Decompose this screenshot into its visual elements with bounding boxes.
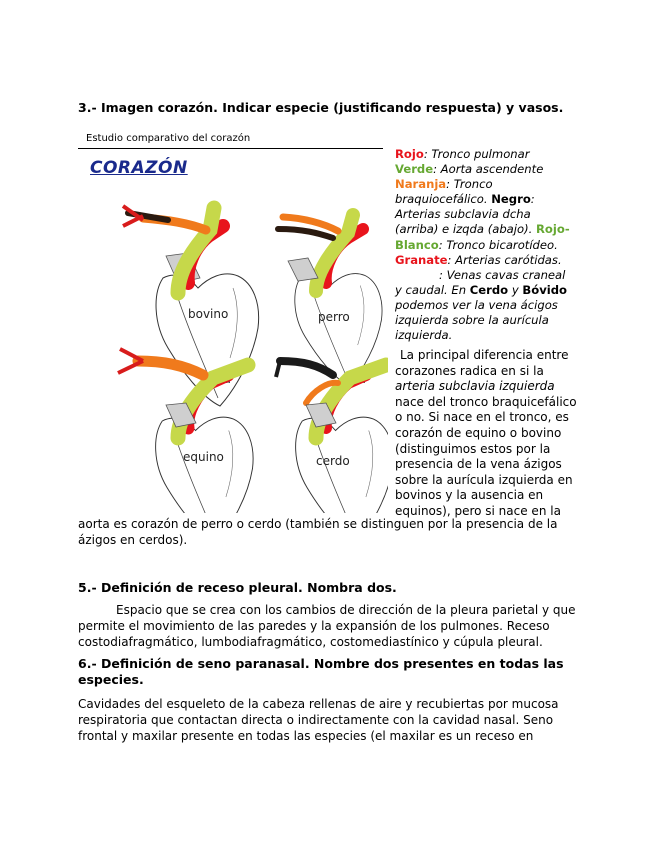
answer-full-line-1: aorta es corazón de perro o cerdo (también se distinguen por la presencia de la — [78, 517, 558, 531]
q5-line: costodiafragmático, lumbodiafragmático, costomediastínico y cúpula pleural. — [78, 635, 543, 649]
legend-naranja-text: : Tronco — [446, 177, 493, 192]
heart-cerdo — [276, 361, 388, 513]
label-cerdo: cerdo — [316, 454, 350, 468]
answer-line: presencia de la vena ázigos — [395, 457, 562, 472]
legend-granate-text: : Arterias carótidas. — [447, 252, 562, 267]
q5-heading: 5.- Definición de receso pleural. Nombra dos. — [78, 580, 397, 595]
legend-azigos-3: izquierda. — [395, 328, 453, 343]
legend-negro-text: : — [530, 192, 535, 207]
legend-cerdo: Cerdo — [469, 282, 509, 297]
legend-verde-text: : Aorta ascendente — [433, 162, 544, 177]
legend-granate: Granate — [395, 252, 448, 267]
answer-line: corazón de equino o bovino — [395, 425, 562, 440]
heart-equino — [118, 349, 253, 513]
q5-line: Espacio que se crea con los cambios de dirección de la pleura parietal y que — [116, 603, 576, 617]
legend-naranja-text-2: braquiocefálico. — [395, 192, 492, 207]
answer-line: o no. Si nace en el tronco, es — [395, 410, 569, 425]
legend-negro-text-2: Arterias subclavia dcha — [395, 207, 531, 222]
q5-body — [78, 602, 598, 650]
answer-line: (distinguimos estos por la — [395, 441, 551, 456]
legend-rojo-blanco-text: : Tronco bicarotídeo. — [438, 237, 558, 252]
answer-full-line-2: ázigos en cerdos). — [78, 533, 188, 547]
legend-naranja: Naranja — [395, 177, 447, 192]
answer-line: arteria subclavia izquierda — [395, 379, 555, 394]
q6-line: Cavidades del esqueleto de la cabeza rellenas de aire y recubiertas por mucosa — [78, 697, 559, 711]
answer-block — [395, 348, 595, 520]
label-perro: perro — [318, 310, 350, 324]
view-letter-bovino: a — [223, 372, 231, 387]
legend-azigos-1: podemos ver la vena ácigos — [395, 297, 558, 312]
answer-line: equinos), pero si nace en la — [395, 503, 561, 518]
legend-y: y — [508, 282, 523, 297]
q3-heading: 3.- Imagen corazón. Indicar especie (justificando respuesta) y vasos. — [78, 100, 564, 115]
legend-rojo-blanco-2: Blanco — [395, 237, 439, 252]
q6-line: frontal y maxilar presente en todas las especies (el maxilar es un receso en — [78, 729, 534, 743]
answer-line: corazones radica en si la — [395, 363, 544, 378]
label-equino: equino — [183, 450, 224, 464]
answer-line: bovinos y la ausencia en — [395, 488, 544, 503]
q6-heading-1: 6.- Definición de seno paranasal. Nombre dos presentes en todas las — [78, 656, 564, 671]
heart-figure — [78, 128, 388, 513]
q5-line: permite el movimiento de las paredes y la expansión de los pulmones. Receso — [78, 619, 550, 633]
q6-heading-2: especies. — [78, 672, 144, 687]
legend-azigos-2: izquierda sobre la aurícula — [395, 313, 549, 328]
q6-body — [78, 696, 598, 744]
answer-line: nace del tronco braquicefálico — [395, 394, 577, 409]
legend-rojo-blanco-1: Rojo- — [536, 222, 570, 237]
view-letter-perro: a — [358, 372, 366, 387]
legend-rojo: Rojo — [395, 147, 424, 161]
figure-title: Estudio comparativo del corazón — [86, 133, 251, 144]
heart-drawings — [78, 128, 388, 513]
q6-line: respiratoria que contactan directa o indirectamente con la cavidad nasal. Seno — [78, 713, 554, 727]
legend-negro: Negro — [491, 192, 531, 207]
legend-verde: Verde — [395, 162, 434, 177]
answer-line: La principal diferencia entre — [400, 348, 569, 362]
legend-rojo-text: : Tronco pulmonar — [423, 147, 530, 161]
legend-block — [395, 147, 585, 343]
legend-venas-1: : Venas cavas craneal — [439, 267, 566, 282]
figure-logo: CORAZÓN — [90, 158, 188, 178]
legend-bovido: Bóvido — [522, 282, 567, 297]
legend-venas-2: y caudal. En — [395, 282, 470, 297]
legend-negro-text-3: (arriba) e izqda (abajo). — [395, 222, 536, 237]
label-bovino: bovino — [188, 307, 229, 321]
answer-line: sobre la aurícula izquierda en — [395, 472, 573, 487]
